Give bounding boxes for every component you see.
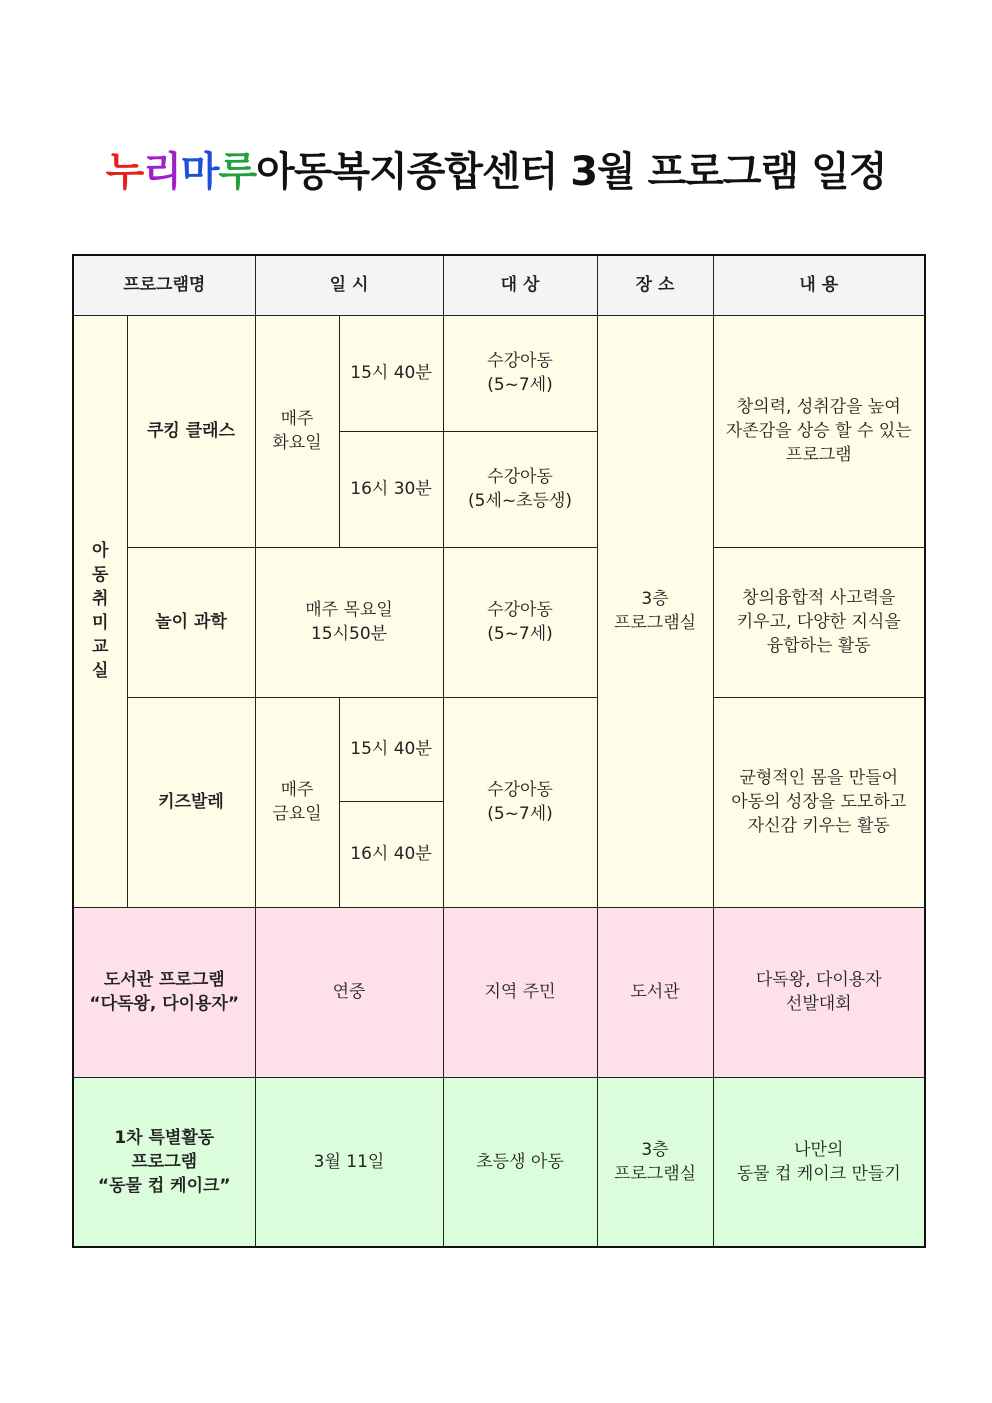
ballet-time-1: 15시 40분: [339, 697, 443, 801]
library-place: 도서관: [597, 907, 713, 1077]
title-char-3: 마: [180, 149, 219, 195]
science-target: 수강아동 (5~7세): [443, 547, 597, 697]
cooking-day: 매주 화요일: [255, 315, 339, 547]
cooking-target-1: 수강아동 (5~7세): [443, 315, 597, 431]
header-place: 장 소: [597, 255, 713, 315]
program-name-science: 놀이 과학: [127, 547, 255, 697]
cooking-time-2: 16시 30분: [339, 431, 443, 547]
special-content: 나만의 동물 컵 케이크 만들기: [713, 1077, 925, 1247]
special-place: 3층 프로그램실: [597, 1077, 713, 1247]
table-row: [73, 315, 925, 431]
title-rest: 아동복지종합센터 3월 프로그램 일정: [256, 149, 887, 195]
ballet-time-2: 16시 40분: [339, 801, 443, 907]
cooking-target-2: 수강아동 (5세~초등생): [443, 431, 597, 547]
table-row: [73, 907, 925, 1077]
header-datetime: 일 시: [255, 255, 443, 315]
header-target: 대 상: [443, 255, 597, 315]
ballet-day: 매주 금요일: [255, 697, 339, 907]
program-name-library: 도서관 프로그램 “다독왕, 다이용자”: [73, 907, 255, 1077]
program-name-ballet: 키즈발레: [127, 697, 255, 907]
program-name-special: 1차 특별활동 프로그램 “동물 컵 케이크”: [73, 1077, 255, 1247]
program-name-cooking: 쿠킹 클래스: [127, 315, 255, 547]
special-target: 초등생 아동: [443, 1077, 597, 1247]
special-datetime: 3월 11일: [255, 1077, 443, 1247]
ballet-target: 수강아동 (5~7세): [443, 697, 597, 907]
header-content: 내 용: [713, 255, 925, 315]
library-content: 다독왕, 다이용자 선발대회: [713, 907, 925, 1077]
table-row: [73, 1077, 925, 1247]
title-char-2: 리: [143, 149, 181, 195]
page-title: [0, 140, 992, 197]
title-char-4: 루: [218, 149, 257, 195]
library-target: 지역 주민: [443, 907, 597, 1077]
cooking-content: 창의력, 성취감을 높여 자존감을 상승 할 수 있는 프로그램: [713, 315, 925, 547]
library-datetime: 연중: [255, 907, 443, 1077]
science-content: 창의융합적 사고력을 키우고, 다양한 지식을 융합하는 활동: [713, 547, 925, 697]
table-row: [73, 697, 925, 801]
ballet-content: 균형적인 몸을 만들어 아동의 성장을 도모하고 자신감 키우는 활동: [713, 697, 925, 907]
title-char-1: 누: [105, 149, 144, 195]
science-datetime: 매주 목요일 15시50분: [255, 547, 443, 697]
schedule-table: [72, 254, 926, 1248]
cooking-time-1: 15시 40분: [339, 315, 443, 431]
table-row: [73, 547, 925, 697]
section-label: 아 동 취 미 교 실: [73, 315, 127, 907]
header-program: 프로그램명: [73, 255, 255, 315]
header-row: [73, 255, 925, 315]
section-place: 3층 프로그램실: [597, 315, 713, 907]
